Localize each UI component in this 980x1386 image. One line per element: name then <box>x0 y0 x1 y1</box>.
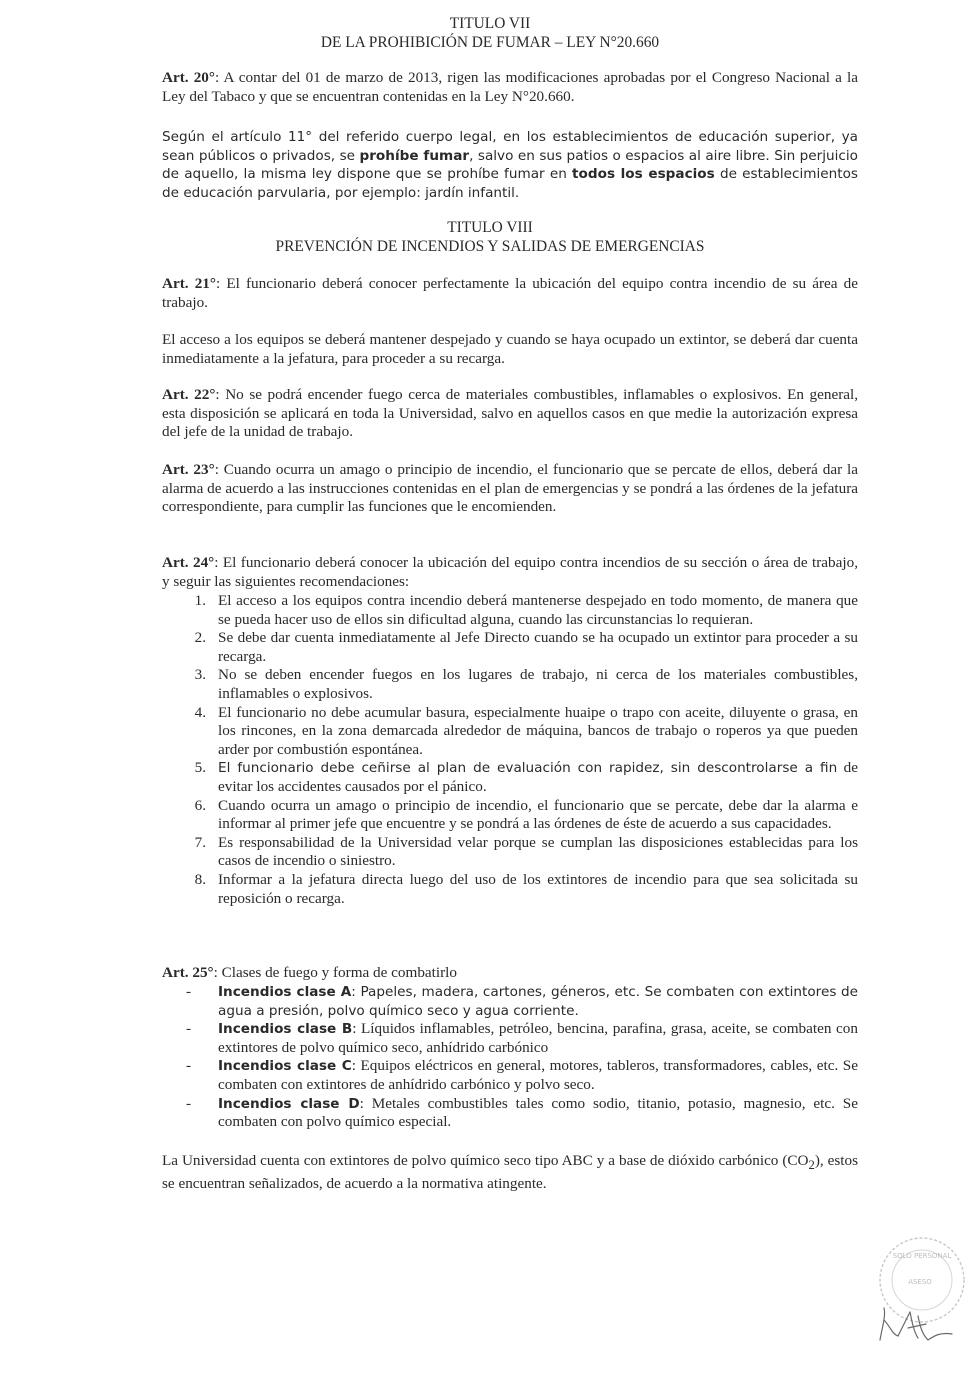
art-25-label: Art. 25° <box>162 964 214 981</box>
fire-class-text: : Equipos eléctricos en general, motores, tableros, transformadores, cables, etc. Se combaten con extintores de anhídrido carbónico y polvo seco. <box>218 1057 858 1093</box>
art-20-detail-paragraph <box>162 128 858 202</box>
list-item <box>162 629 858 666</box>
stamp-and-signature <box>862 1236 972 1346</box>
fire-class-text: : Metales combustibles tales como sodio, titanio, potasio, magnesio, etc. Se combaten con polvo químico especial. <box>218 1094 858 1131</box>
art-25-text: : Clases de fuego y forma de combatirlo <box>213 964 457 981</box>
list-item-number: 4. <box>194 703 206 721</box>
list-item <box>162 871 858 908</box>
list-dash: - <box>186 1057 192 1075</box>
art-22-paragraph <box>162 386 858 442</box>
list-item <box>162 704 858 760</box>
closing-text-1: La Universidad cuenta con extintores de polvo químico seco tipo ABC y a base de dióxido carbónico (CO <box>162 1152 809 1169</box>
art-24-paragraph <box>162 554 858 591</box>
fire-class-text: : Papeles, madera, cartones, géneros, etc. Se combaten con extintores de agua a presión, polvo químico seco y agua corriente. <box>218 984 858 1019</box>
list-item <box>162 1095 858 1132</box>
closing-subscript: 2 <box>808 1158 815 1173</box>
art-24-label: Art. 24° <box>162 554 215 571</box>
titulo-viii-heading <box>0 218 980 256</box>
art-20-detail-text-1: Según el artículo 11° del referido cuerpo legal, en los establecimientos de educación superior, ya sean públicos o privados, se <box>162 129 858 164</box>
list-item <box>162 666 858 703</box>
list-item <box>162 1020 858 1057</box>
fire-class-label: Incendios clase D <box>218 1095 360 1112</box>
signature-icon <box>880 1308 952 1340</box>
list-item-text: Informar a la jefatura directa luego del uso de los extintores de incendio para que sea solicitada su reposición o recarga. <box>218 870 858 907</box>
list-item <box>162 759 858 796</box>
list-item-text: El acceso a los equipos contra incendio deberá mantenerse despejado en todo momento, de manera que se pueda hacer uso de ellos sin dificultad alguna, cuando las circunstancias lo requieran. <box>218 592 858 628</box>
list-item-text: Se debe dar cuenta inmediatamente al Jefe Directo cuando se ha ocupado un extintor para proceder a su recarga. <box>218 629 858 665</box>
art-23-label: Art. 23° <box>162 461 215 478</box>
fire-class-text: : Líquidos inflamables, petróleo, bencina, parafina, grasa, aceite, se combaten con extintores de polvo químico seco, anhídrido carbónico <box>218 1020 858 1056</box>
list-dash: - <box>186 1094 192 1112</box>
list-item-text: No se deben encender fuegos en los lugares de trabajo, ni cerca de los materiales combustibles, inflamables o explosivos. <box>218 666 858 702</box>
list-item-text: Cuando ocurra un amago o principio de incendio, el funcionario que se percate, debe dar la alarma e informar al primer jefe que encuentre y se pondrá a las órdenes de éste de acuerdo a sus capacidades. <box>218 796 858 833</box>
stamp-top-text: SOLO PERSONAL <box>892 1252 952 1260</box>
list-item-number: 6. <box>194 796 206 814</box>
list-item-number: 7. <box>194 833 206 851</box>
list-dash: - <box>186 1020 192 1038</box>
list-item-number: 2. <box>194 629 206 647</box>
art-20-detail-text-2: , salvo en sus patios o espacios al aire libre. Sin perjuicio de aquello, la misma ley dispone que se prohíbe fumar en <box>162 147 858 183</box>
closing-paragraph <box>162 1152 858 1193</box>
list-item-text: El funcionario debe ceñirse al plan de evaluación con rapidez, sin descontrolarse a fin <box>218 760 838 777</box>
art-20-label: Art. 20° <box>162 69 215 86</box>
art-21-text: : El funcionario deberá conocer perfectamente la ubicación del equipo contra incendio de su área de trabajo. <box>162 275 859 311</box>
titulo-viii-title: PREVENCIÓN DE INCENDIOS Y SALIDAS DE EMERGENCIAS <box>275 238 705 255</box>
titulo-vii-heading <box>0 14 980 52</box>
titulo-viii-number: TITULO VIII <box>447 219 533 236</box>
list-item-text-continued: de evitar los accidentes causados por el pánico. <box>218 759 858 795</box>
art-24-recommendations-list <box>162 592 858 908</box>
art-21-label: Art. 21° <box>162 275 216 292</box>
fire-class-label: Incendios clase C <box>218 1058 352 1075</box>
fire-class-label: Incendios clase A <box>218 984 352 1000</box>
art-20-text: : A contar del 01 de marzo de 2013, rigen las modificaciones aprobadas por el Congreso Nacional a la Ley del Tabaco y que se encuentran contenidas en la Ley N°20.660. <box>162 69 858 105</box>
art-20-detail-bold-2: todos los espacios <box>572 166 715 183</box>
art-24-text: : El funcionario deberá conocer la ubicación del equipo contra incendios de su sección o área de trabajo, y seguir las siguientes recomendaciones: <box>162 554 858 590</box>
list-item <box>162 592 858 629</box>
list-item <box>162 1057 858 1094</box>
art-20-detail-text-3: de establecimientos de educación parvularia, por ejemplo: jardín infantil. <box>162 166 858 201</box>
list-dash: - <box>186 983 192 1000</box>
list-item <box>162 983 858 1020</box>
list-item-text: Es responsabilidad de la Universidad velar porque se cumplan las disposiciones establecidas para los casos de incendio o siniestro. <box>218 833 858 870</box>
titulo-vii-number: TITULO VII <box>449 15 531 32</box>
art-23-paragraph <box>162 461 858 517</box>
art-20-detail-bold-1: prohíbe fumar <box>359 147 470 164</box>
list-item-number: 8. <box>194 870 206 888</box>
art-25-paragraph <box>162 964 858 983</box>
art-23-text: : Cuando ocurra un amago o principio de incendio, el funcionario que se percate de ellos, deberá dar la alarma de acuerdo a las instrucciones contenidas en el plan de emergencias y se pondrá a las órdenes de la jefatura correspondiente, para cumplir las funciones que le encomienden. <box>162 461 858 516</box>
fire-class-label: Incendios clase B <box>218 1021 353 1038</box>
art-22-label: Art. 22° <box>162 386 216 403</box>
titulo-vii-title: DE LA PROHIBICIÓN DE FUMAR – LEY N°20.660 <box>320 34 660 51</box>
art-21-paragraph <box>162 275 858 312</box>
fire-classes-list <box>162 983 858 1132</box>
list-item-number: 5. <box>194 759 206 777</box>
list-item <box>162 834 858 871</box>
closing-text-2: ), estos se encuentran señalizados, de acuerdo a la normativa atingente. <box>162 1152 858 1192</box>
list-item-number: 1. <box>194 592 206 609</box>
art-21-detail-paragraph: El acceso a los equipos se deberá mantener despejado y cuando se haya ocupado un extintor, se deberá dar cuenta inmediatamente a la jefatura, para proceder a su recarga. <box>162 331 858 367</box>
stamp-mid-text: ASESO <box>908 1278 932 1286</box>
art-22-text: : No se podrá encender fuego cerca de materiales combustibles, inflamables o explosivos. En general, esta disposición se aplicará en toda la Universidad, salvo en aquellos casos en que medie la autorización expresa del jefe de la unidad de trabajo. <box>162 386 859 441</box>
list-item-number: 3. <box>194 666 206 684</box>
art-20-paragraph <box>162 69 858 106</box>
list-item-text: El funcionario no debe acumular basura, especialmente huaipe o trapo con aceite, diluyente o grasa, en los rincones, en la zona demarcada alrededor de máquina, bancos de trabajo o roperos ya que pueden arder por combustión espontánea. <box>218 703 858 758</box>
list-item <box>162 797 858 834</box>
